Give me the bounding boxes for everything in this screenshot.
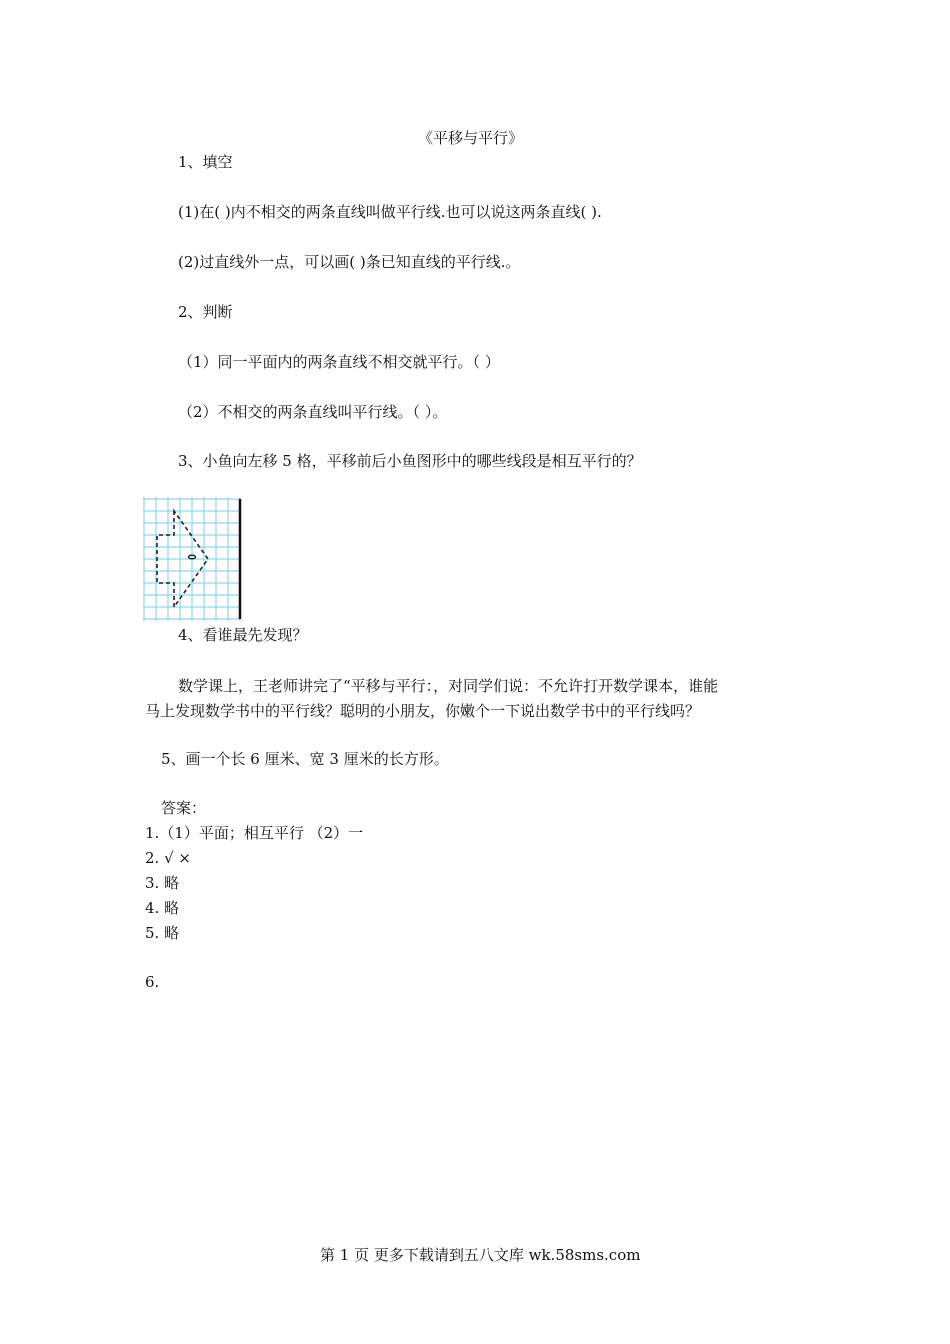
q2-item-1: （1）同一平面内的两条直线不相交就平行。（ ） <box>178 353 500 371</box>
q2-item-2: （2）不相交的两条直线叫平行线。（ ）。 <box>178 403 448 421</box>
fish-grid-figure <box>143 497 243 621</box>
answers-heading: 答案： <box>161 799 207 817</box>
page-title: 《平移与平行》 <box>418 129 524 147</box>
q1-heading: 1、填空 <box>178 153 233 171</box>
q1-item-1: (1)在( )内不相交的两条直线叫做平行线.也可以说这两条直线( ). <box>178 203 602 221</box>
q5-text: 5、画一个长 6 厘米、宽 3 厘米的长方形。 <box>161 750 449 768</box>
answer-line-5: 5. 略 <box>145 924 180 942</box>
answer-line-6: 6. <box>145 973 160 991</box>
answer-line-2: 2. √ × <box>145 849 191 867</box>
answer-line-4: 4. 略 <box>145 899 180 917</box>
q4-paragraph-line-2: 马上发现数学书中的平行线？聪明的小朋友，你嫩个一下说出数学书中的平行线吗？ <box>145 702 701 720</box>
q3-text: 3、小鱼向左移 5 格，平移前后小鱼图形中的哪些线段是相互平行的？ <box>178 452 642 470</box>
q1-item-2: (2)过直线外一点，可以画( )条已知直线的平行线.。 <box>178 253 521 271</box>
answer-line-3: 3. 略 <box>145 874 180 892</box>
page-footer: 第 1 页 更多下载请到五八文库 wk.58sms.com <box>320 1246 641 1264</box>
q2-heading: 2、判断 <box>178 303 233 321</box>
q4-heading: 4、看谁最先发现？ <box>178 626 308 644</box>
answer-line-1: 1.（1）平面；相互平行 （2）一 <box>145 824 364 842</box>
q4-paragraph-line-1: 数学课上，王老师讲完了“平移与平行：，对同学们说：不允许打开数学课本，谁能 <box>178 677 719 695</box>
